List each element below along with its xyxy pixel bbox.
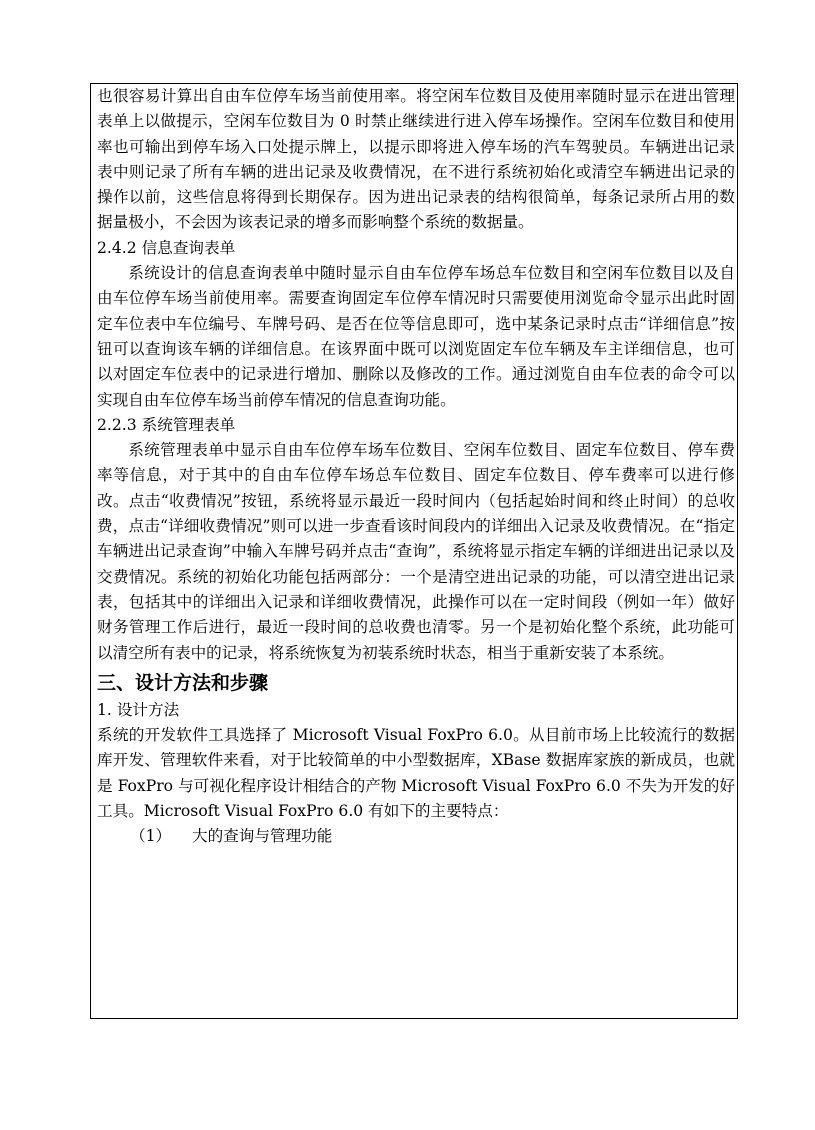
heading-info-query-form: 2.4.2 信息查询表单: [97, 238, 236, 257]
list-item-number: （1）: [130, 827, 172, 846]
heading-system-management-form: 2.2.3 系统管理表单: [97, 415, 236, 434]
document-body: [97, 84, 735, 850]
paragraph-system-management: 系统管理表单中显示自由车位停车场车位数目、空闲车位数目、固定车位数目、停车费率等信息，对于其中的自由车位停车场总车位数目、固定车位数目、停车费率可以进行修改。点击“收费情况”按钮，系统将显示最近一段时间内（包括起始时间和终止时间）的总收费，点击“详细收费情况”则可以进一步查看该时间段内的详细出入记录及收费情况。在“指定车辆进出记录查询”中输入车牌号码并点击“查询”，系统将显示指定车辆的详细进出记录以及交费情况。系统的初始化功能包括两部分：一个是清空进出记录的功能，可以清空进出记录表，包括其中的详细出入记录和详细收费情况，此操作可以在一定时间段（例如一年）做好财务管理工作后进行，最近一段时间的总收费也清零。另一个是初始化整个系统，此功能可以清空所有表中的记录，将系统恢复为初装系统时状态，相当于重新安装了本系统。: [97, 441, 735, 662]
list-item-text: 大的查询与管理功能: [192, 827, 333, 846]
paragraph-parking-usage: 也很容易计算出自由车位停车场当前使用率。将空闲车位数目及使用率随时显示在进出管理表单上以做提示，空闲车位数目为 0 时禁止继续进行进入停车场操作。空闲车位数目和使用率也可输出到停车场入口处提示牌上，以提示即将进入停车场的汽车驾驶员。车辆进出记录表中则记录了所有车辆的进出记录及收费情况，在不进行系统初始化或清空车辆进出记录的操作以前，这些信息将得到长期保存。因为进出记录表的结构很简单，每条记录所占用的数据量极小，不会因为该表记录的增多而影响整个系统的数据量。: [97, 87, 735, 232]
heading-design-method: 1. 设计方法: [97, 700, 180, 719]
paragraph-info-query: 系统设计的信息查询表单中随时显示自由车位停车场总车位数目和空闲车位数目以及自由车位停车场当前使用率。需要查询固定车位停车情况时只需要使用浏览命令显示出此时固定车位表中车位编号、车牌号码、是否在位等信息即可，选中某条记录时点击“详细信息”按钮可以查询该车辆的详细信息。在该界面中既可以浏览固定车位车辆及车主详细信息，也可以对固定车位表中的记录进行增加、删除以及修改的工作。通过浏览自由车位表的命令可以实现自由车位停车场当前停车情况的信息查询功能。: [97, 264, 735, 409]
section-title-design-method: 三、设计方法和步骤: [97, 671, 269, 694]
paragraph-dev-tool: 系统的开发软件工具选择了 Microsoft Visual FoxPro 6.0。从目前市场上比较流行的数据库开发、管理软件来看，对于比较简单的中小型数据库，XBase 数据库家族的新成员，也就是 FoxPro 与可视化程序设计相结合的产物 Microsoft Visual FoxPro 6.0 不失为开发的好工具。Microsoft Visual FoxPro 6.0 有如下的主要特点：: [97, 726, 735, 821]
list-item-1: [97, 824, 735, 849]
